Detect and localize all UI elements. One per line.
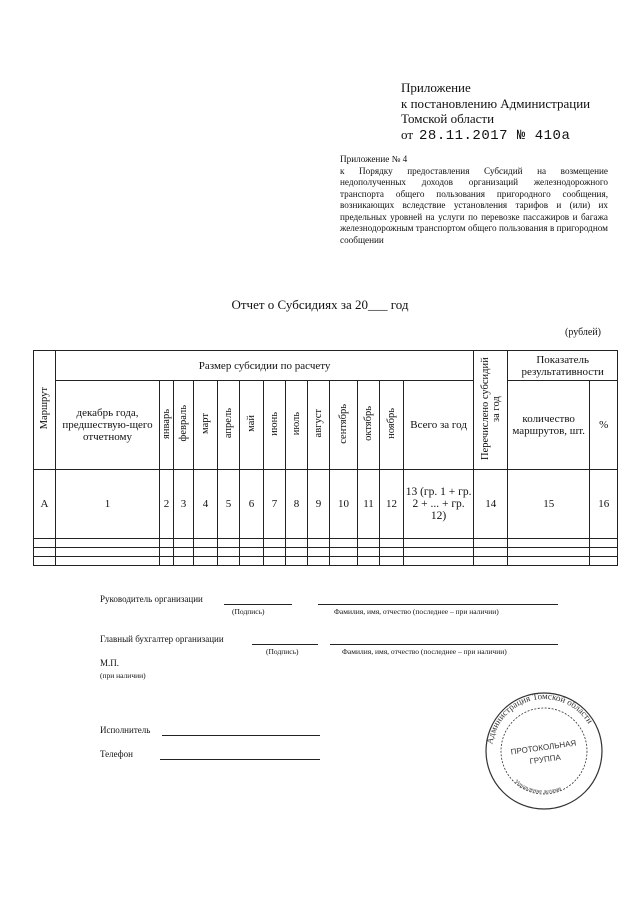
month-header: апрель — [223, 408, 234, 439]
month-header: февраль — [178, 405, 189, 442]
numbering-cell: 10 — [330, 470, 358, 539]
route-header: Маршрут — [39, 387, 50, 430]
month-header: январь — [161, 408, 172, 439]
performance-group-header: Показатель результативности — [508, 351, 618, 381]
month-header-cell — [308, 381, 330, 470]
numbering-cell: 1 — [56, 470, 160, 539]
phone-label: Телефон — [100, 749, 133, 759]
numbering-cell: 8 — [286, 470, 308, 539]
month-header-cell — [380, 381, 404, 470]
routes-count-header: количество маршрутов, шт. — [508, 381, 590, 470]
accountant-signature-line[interactable] — [252, 644, 318, 645]
numbering-cell: 9 — [308, 470, 330, 539]
numbering-cell: 13 (гр. 1 + гр. 2 + ... + гр. 12) — [404, 470, 474, 539]
numbering-cell: 3 — [174, 470, 194, 539]
date-prefix: от — [401, 126, 414, 142]
numbering-cell: 6 — [240, 470, 264, 539]
report-units: (рублей) — [565, 327, 602, 338]
month-header: июнь — [269, 411, 280, 436]
numbering-cell: 4 — [194, 470, 218, 539]
attachment-line-3: Томской области — [401, 111, 495, 126]
handwritten-date-number: 28.11.2017 № 410а — [419, 127, 571, 144]
attachment-line-2: к постановлению Администрации — [401, 95, 591, 111]
table-row — [34, 557, 618, 566]
attachment-line-1: Приложение — [401, 80, 471, 95]
phone-line[interactable] — [160, 759, 320, 760]
month-header-cell — [330, 381, 358, 470]
numbering-cell: 16 — [590, 470, 618, 539]
stamp-inner-line-1: ПРОТОКОЛЬНАЯ — [510, 738, 577, 757]
subsidy-group-header: Размер субсидии по расчету — [56, 351, 474, 381]
table-row — [34, 539, 618, 548]
month-header-cell — [240, 381, 264, 470]
table-row — [34, 548, 618, 557]
accountant-name-caption: Фамилия, имя, отчество (последнее – при наличии) — [342, 647, 507, 656]
numbering-cell: 11 — [358, 470, 380, 539]
head-name-line[interactable] — [318, 604, 558, 605]
month-header: ноябрь — [386, 408, 397, 439]
accountant-label: Главный бухгалтер организации — [100, 634, 224, 644]
month-header-cell — [160, 381, 174, 470]
month-header-cell — [174, 381, 194, 470]
month-header: май — [246, 415, 257, 432]
stamp-bottom-text: Управление делами — [512, 779, 563, 796]
percent-header: % — [590, 381, 618, 470]
month-header-cell — [358, 381, 380, 470]
report-title: Отчет о Субсидиях за 20___ год — [231, 297, 409, 312]
numbering-cell: 15 — [508, 470, 590, 539]
numbering-cell: А — [34, 470, 56, 539]
head-signature-caption: (Подпись) — [232, 607, 265, 616]
head-label: Руководитель организации — [100, 594, 203, 604]
month-header-cell — [286, 381, 308, 470]
numbering-cell: 12 — [380, 470, 404, 539]
prior-attachment-title: Приложение № 4 — [340, 154, 408, 164]
head-name-caption: Фамилия, имя, отчество (последнее – при наличии) — [334, 607, 499, 616]
route-header-cell — [34, 351, 56, 470]
numbering-cell: 5 — [218, 470, 240, 539]
numbering-cell: 7 — [264, 470, 286, 539]
prior-attachment-text: к Порядку предоставления Субсидий на возмещение недополученных доходов организаций железнодорожного транспорта общего пользования пригородного сообщения, возникающих вследствие установления тарифов и (или) их предельных уровней на услуги по перевозке пассажиров и багажа железнодорожным транспортом общего пользования в пригородном сообщении — [340, 165, 608, 245]
subsidy-report-table — [33, 350, 618, 566]
numbering-cell: 14 — [474, 470, 508, 539]
organization-stamp — [483, 690, 605, 812]
month-header: март — [200, 413, 211, 434]
month-header: июль — [291, 411, 302, 436]
december-header: декабрь года, предшествую-щего отчетному — [56, 381, 160, 470]
head-signature-line[interactable] — [224, 604, 292, 605]
month-header-cell — [218, 381, 240, 470]
attachment-header — [401, 80, 590, 144]
stamp-outer-text: Администрация Томской области — [484, 690, 596, 745]
month-header: сентябрь — [338, 403, 349, 444]
month-header: август — [313, 409, 324, 438]
accountant-signature-caption: (Подпись) — [266, 647, 299, 656]
transferred-header: Перечислено субсидий за год — [479, 357, 502, 460]
month-header: октябрь — [363, 406, 374, 441]
month-header-cell — [264, 381, 286, 470]
numbering-cell: 2 — [160, 470, 174, 539]
seal-note: (при наличии) — [100, 671, 146, 680]
executor-line[interactable] — [162, 735, 320, 736]
seal-label: М.П. — [100, 658, 120, 668]
prior-attachment — [340, 154, 608, 246]
attachment-date-line — [401, 127, 590, 145]
total-header: Всего за год — [404, 381, 474, 470]
stamp-inner-line-2: ГРУППА — [528, 752, 562, 767]
accountant-name-line[interactable] — [330, 644, 558, 645]
executor-label: Исполнитель — [100, 725, 151, 735]
transferred-header-cell — [474, 351, 508, 470]
month-header-cell — [194, 381, 218, 470]
